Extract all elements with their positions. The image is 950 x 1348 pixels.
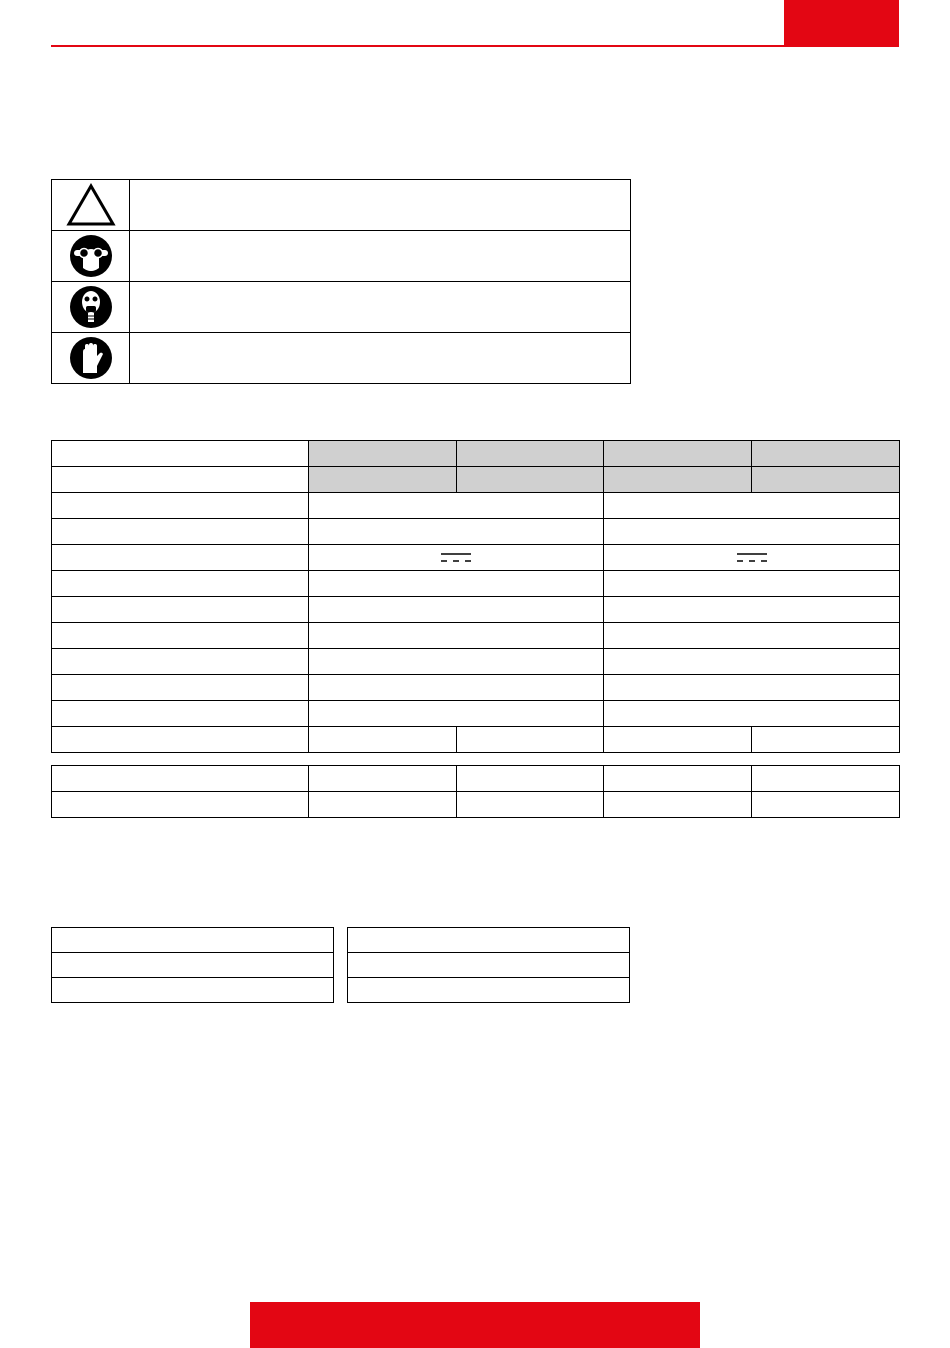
- symbol-description: [130, 282, 630, 332]
- table-cell: [52, 953, 334, 978]
- row-label: [52, 623, 309, 649]
- row-label: [52, 649, 309, 675]
- table-row: [52, 675, 900, 701]
- table-cell: [52, 978, 334, 1003]
- table-cell: [309, 571, 604, 597]
- table-row: [52, 623, 900, 649]
- table-row: [52, 701, 900, 727]
- symbol-row: [52, 281, 630, 332]
- protective-gloves-icon: [52, 333, 130, 383]
- table-cell: [457, 792, 604, 818]
- row-label: [52, 675, 309, 701]
- table-row: [52, 928, 334, 953]
- table-row: [52, 571, 900, 597]
- table-row: [52, 727, 900, 753]
- table-cell: [604, 701, 900, 727]
- table-cell: [309, 519, 604, 545]
- warning-triangle-icon: [52, 180, 130, 230]
- eye-protection-icon: [52, 231, 130, 281]
- footer-bar: [250, 1302, 700, 1348]
- small-table-left: [51, 927, 334, 1003]
- table-cell: [752, 792, 900, 818]
- symbol-row: [52, 332, 630, 383]
- table-cell: [348, 953, 630, 978]
- row-label: [52, 597, 309, 623]
- table-cell: [752, 766, 900, 792]
- row-label: [52, 545, 309, 571]
- table-cell: [604, 649, 900, 675]
- table-cell: [348, 978, 630, 1003]
- table-cell: [457, 727, 604, 753]
- table-cell: [604, 675, 900, 701]
- table-cell: [604, 493, 900, 519]
- table-header-cell: [752, 441, 900, 467]
- table-header-row: [52, 441, 900, 467]
- extra-specifications-table: [51, 765, 900, 818]
- header-rule: [51, 45, 784, 47]
- table-row: [52, 953, 334, 978]
- table-row: [52, 978, 334, 1003]
- table-cell: [52, 928, 334, 953]
- table-cell: [604, 727, 752, 753]
- table-row: [348, 978, 630, 1003]
- header-tab: [784, 0, 899, 47]
- table-row: [52, 493, 900, 519]
- table-header-cell: [604, 467, 752, 493]
- table-row: [52, 649, 900, 675]
- table-row: [348, 953, 630, 978]
- row-label: [52, 519, 309, 545]
- table-cell: [604, 766, 752, 792]
- table-cell: [348, 928, 630, 953]
- table-header-cell: [309, 467, 457, 493]
- table-header-cell: [457, 467, 604, 493]
- row-label: [52, 493, 309, 519]
- table-cell: [309, 727, 457, 753]
- table-header-row: [52, 467, 900, 493]
- row-label: [52, 766, 309, 792]
- table-cell: [752, 727, 900, 753]
- symbol-description: [130, 333, 630, 383]
- safety-symbols-table: [51, 179, 631, 384]
- table-cell: [309, 675, 604, 701]
- table-header-cell: [309, 441, 457, 467]
- table-cell: [604, 792, 752, 818]
- row-label: [52, 571, 309, 597]
- symbol-description: [130, 180, 630, 230]
- table-cell: [309, 792, 457, 818]
- table-cell: [309, 597, 604, 623]
- table-row: [52, 545, 900, 571]
- row-label: [52, 792, 309, 818]
- symbol-row: [52, 180, 630, 230]
- table-cell: [604, 519, 900, 545]
- table-row: [52, 792, 900, 818]
- table-cell: [309, 545, 604, 571]
- table-cell: [457, 766, 604, 792]
- table-cell: [309, 493, 604, 519]
- table-cell: [309, 701, 604, 727]
- table-cell: [604, 545, 900, 571]
- table-row: [348, 928, 630, 953]
- table-cell: [604, 571, 900, 597]
- table-cell: [52, 467, 309, 493]
- row-label: [52, 701, 309, 727]
- table-row: [52, 597, 900, 623]
- table-header-cell: [457, 441, 604, 467]
- table-cell: [52, 441, 309, 467]
- respirator-mask-icon: [52, 282, 130, 332]
- table-header-cell: [604, 441, 752, 467]
- table-cell: [309, 623, 604, 649]
- table-cell: [604, 623, 900, 649]
- table-cell: [604, 597, 900, 623]
- direct-current-icon: [439, 551, 473, 565]
- table-cell: [309, 649, 604, 675]
- row-label: [52, 727, 309, 753]
- table-header-cell: [752, 467, 900, 493]
- direct-current-icon: [735, 551, 769, 565]
- table-row: [52, 766, 900, 792]
- small-table-right: [347, 927, 630, 1003]
- symbol-description: [130, 231, 630, 281]
- table-cell: [309, 766, 457, 792]
- symbol-row: [52, 230, 630, 281]
- specifications-table: [51, 440, 900, 753]
- table-row: [52, 519, 900, 545]
